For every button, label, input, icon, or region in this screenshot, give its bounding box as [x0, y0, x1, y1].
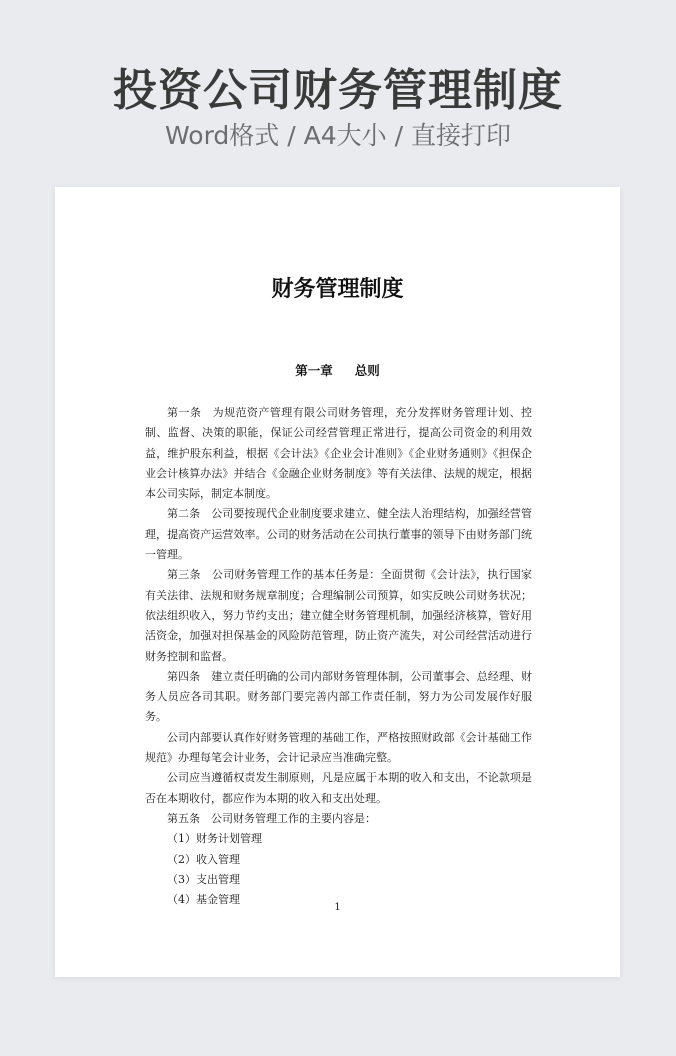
document-page — [55, 187, 620, 977]
page-number: 1 — [334, 902, 341, 913]
list-item: （3）支出管理 — [167, 872, 240, 886]
paragraph-article-2: 第二条 公司要按现代企业制度要求建立、健全法人治理结构，加强经营管理，提高资产运营效率。公司的财务活动在公司执行董事的领导下由财务部门统一管理。 — [145, 507, 532, 562]
list-item: （1）财务计划管理 — [167, 832, 262, 846]
paragraph-article-4: 第四条 建立责任明确的公司内部财务管理体制，公司董事会、总经理、财务人员应各司其职。财务部门要完善内部工作责任制，努力为公司发展作好服务。 — [145, 669, 532, 724]
chapter-number: 第一章 — [295, 363, 333, 378]
paragraph-article-1: 第一条 为规范资产管理有限公司财务管理，充分发挥财务管理计划、控制、监督、决策的职能，保证公司经营管理正常进行，提高公司资金的利用效益，维护股东利益，根据《会计法》《企业会计准则》《企业财务通则》《担保企业会计核算办法》并结合《金融企业财务制度》等有关法律、法规的规定，根据本公司实际，制定本制度。 — [145, 406, 532, 501]
paragraph-article-5: 第五条 公司财务管理工作的主要内容是： — [167, 811, 376, 825]
chapter-name: 总则 — [354, 363, 380, 378]
paragraph-accrual-principle: 公司应当遵循权责发生制原则，凡是应属于本期的收入和支出，不论款项是否在本期收付，都应作为本期的收入和支出处理。 — [145, 771, 532, 805]
document-title: 财务管理制度 — [271, 277, 404, 302]
banner-title: 投资公司财务管理制度 — [113, 65, 563, 116]
chapter-heading — [55, 361, 620, 381]
paragraph-basic-work: 公司内部要认真作好财务管理的基础工作，严格按照财政部《会计基础工作规范》办理每笔会计业务，会计记录应当准确完整。 — [145, 730, 532, 765]
list-item: （4）基金管理 — [167, 893, 240, 907]
list-item: （2）收入管理 — [167, 852, 240, 866]
paragraph-article-3: 第三条 公司财务管理工作的基本任务是：全面贯彻《会计法》，执行国家有关法律、法规和财务规章制度；合理编制公司预算，如实反映公司财务状况；依法组织收入，努力节约支出；建立健全财务管理机制，加强经济核算，管好用活资金，加强对担保基金的风险防范管理，防止资产流失，对公司经营活动进行财务控制和监督。 — [145, 568, 532, 663]
banner-subtitle: Word格式 / A4大小 / 直接打印 — [165, 121, 511, 150]
document-body — [145, 403, 532, 910]
